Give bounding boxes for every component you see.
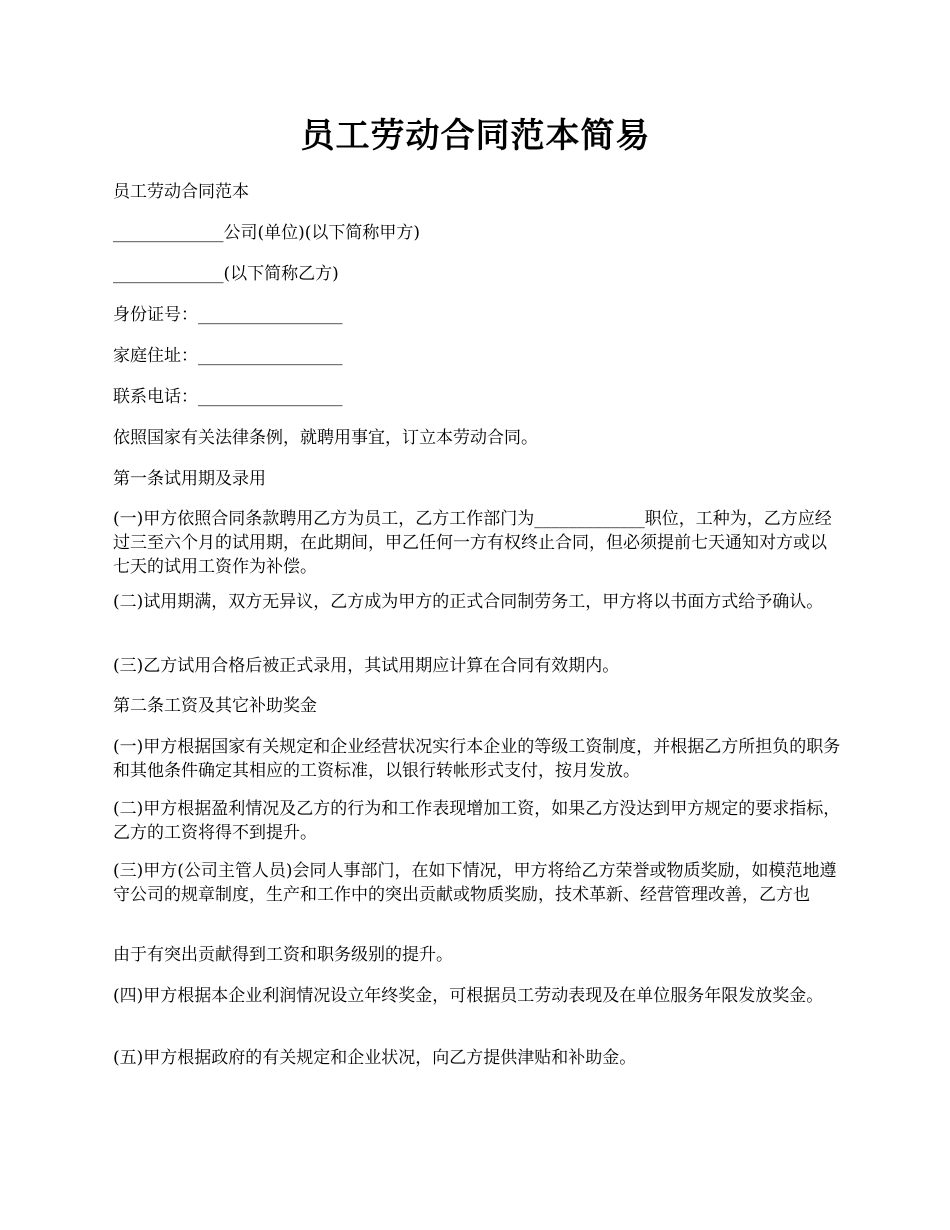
clause-2-3: (三)甲方(公司主管人员)会同人事部门，在如下情况，甲方将给乙方荣誉或物质奖励，如模范地遵守公司的规章制度，生产和工作中的突出贡献或物质奖励，技术革新、经营管理改善，乙方也 [113, 861, 837, 905]
paragraph-phone: 联系电话：_________________ [113, 387, 343, 407]
clause-2-2: (二)甲方根据盈利情况及乙方的行为和工作表现增加工资，如果乙方没达到甲方规定的要求指标，乙方的工资将得不到提升。 [113, 799, 841, 843]
document-title: 员工劳动合同范本简易 [300, 116, 651, 156]
clause-2-1: (一)甲方根据国家有关规定和企业经营状况实行本企业的等级工资制度，并根据乙方所担负的职务和其他条件确定其相应的工资标准，以银行转帐形式支付，按月发放。 [113, 737, 841, 781]
section-heading-1: 第一条试用期及录用 [113, 469, 266, 489]
clause-1-2: (二)试用期满，双方无异议，乙方成为甲方的正式合同制劳务工，甲方将以书面方式给予确认。 [113, 592, 824, 612]
paragraph-id-number: 身份证号：_________________ [113, 305, 343, 325]
section-heading-2: 第二条工资及其它补助奖金 [113, 696, 317, 716]
clause-2-3-continued: 由于有突出贡献得到工资和职务级别的提升。 [113, 945, 453, 965]
paragraph-preamble: 依照国家有关法律条例，就聘用事宜，订立本劳动合同。 [113, 428, 538, 448]
clause-2-5: (五)甲方根据政府的有关规定和企业状况，向乙方提供津贴和补助金。 [113, 1048, 637, 1068]
clause-1-3: (三)乙方试用合格后被正式录用，其试用期应计算在合同有效期内。 [113, 656, 620, 676]
clause-2-4: (四)甲方根据本企业利润情况设立年终奖金，可根据员工劳动表现及在单位服务年限发放奖金。 [113, 986, 824, 1006]
paragraph-party-b: _____________(以下简称乙方) [113, 264, 339, 284]
paragraph-heading: 员工劳动合同范本 [113, 182, 249, 202]
paragraph-party-a: _____________公司(单位)(以下简称甲方) [113, 223, 421, 243]
clause-1-1: (一)甲方依照合同条款聘用乙方为员工，乙方工作部门为_____________职位，工种为，乙方应经过三至六个月的试用期，在此期间，甲乙任何一方有权终止合同，但必须提前七天通知对方或以七天的试用工资作为补偿。 [113, 509, 832, 577]
paragraph-home-address: 家庭住址：_________________ [113, 346, 343, 366]
